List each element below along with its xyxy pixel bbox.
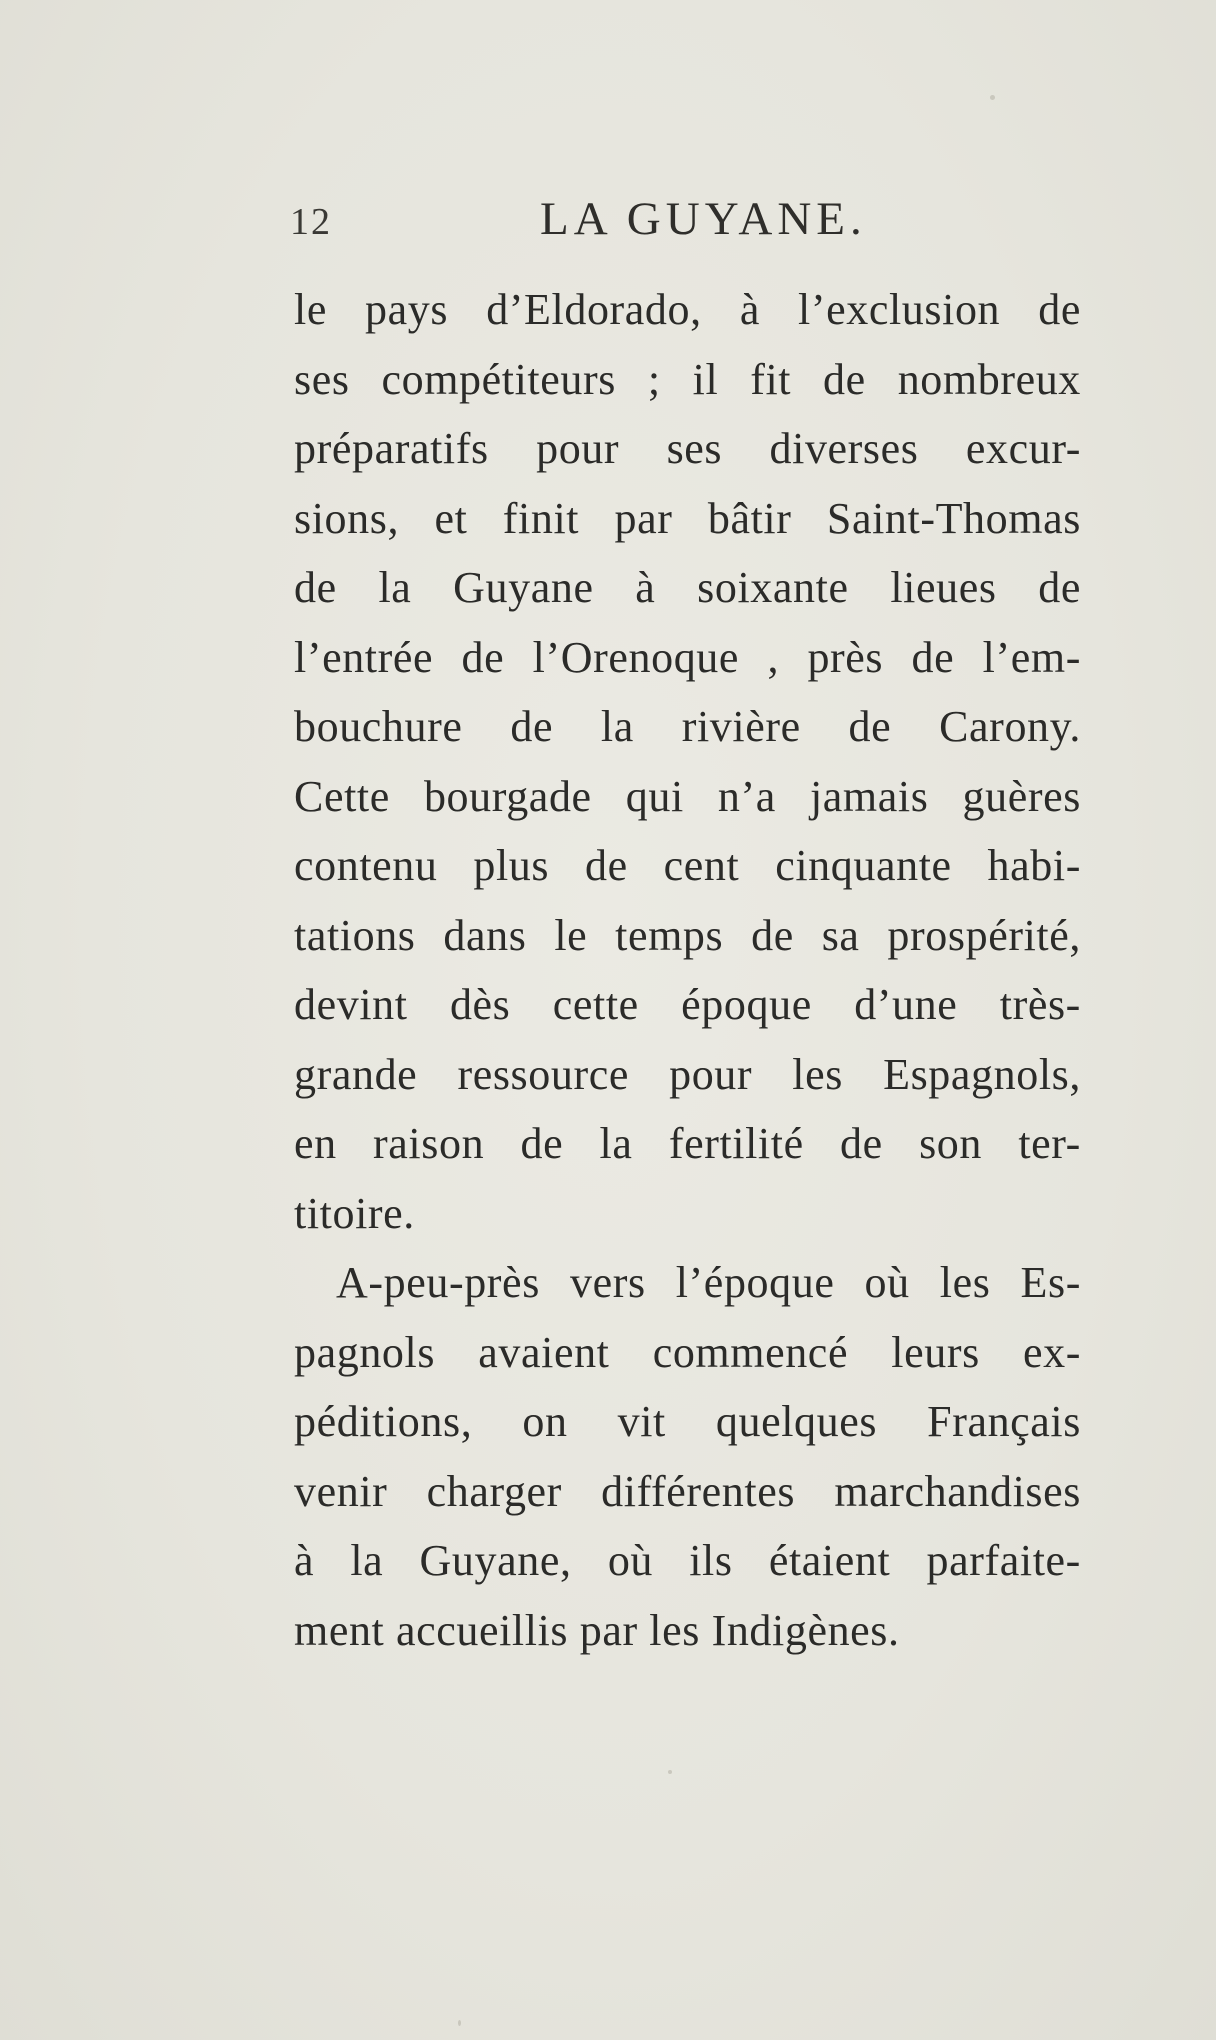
text-line: préparatifs pour ses diverses excur- <box>294 424 1081 473</box>
text-line: sions, et finit par bâtir Saint-Thomas <box>294 493 1081 543</box>
text-line: A-peu-près vers l’époque où les Es- <box>336 1258 1081 1307</box>
text-line: devint dès cette époque d’une très- <box>294 980 1081 1029</box>
text-line: venir charger différentes marchandises <box>294 1466 1081 1516</box>
paper-blemish <box>668 1770 672 1774</box>
text-line: Cette bourgade qui n’a jamais guères <box>294 771 1081 821</box>
paper-blemish <box>458 2020 461 2026</box>
running-header <box>290 192 1090 262</box>
text-line: bouchure de la rivière de Carony. <box>294 702 1081 751</box>
text-line: grande ressource pour les Espagnols, <box>294 1049 1081 1099</box>
text-line: en raison de la fertilité de son ter- <box>294 1119 1081 1168</box>
body-text <box>294 275 1081 1665</box>
text-line: ses compétiteurs ; il fit de nombreux <box>294 354 1081 404</box>
text-line: tations dans le temps de sa prospérité, <box>294 910 1081 960</box>
text-line: pagnols avaient commencé leurs ex- <box>294 1327 1081 1377</box>
text-line: le pays d’Eldorado, à l’exclusion de <box>294 285 1081 334</box>
text-line: péditions, on vit quelques Français <box>294 1397 1081 1446</box>
text-line: titoire. <box>294 1188 415 1238</box>
text-line: à la Guyane, où ils étaient parfaite- <box>294 1536 1081 1585</box>
paper-blemish <box>990 95 995 100</box>
text-line: contenu plus de cent cinquante habi- <box>294 841 1081 890</box>
text-line: ment accueillis par les Indigènes. <box>294 1605 900 1655</box>
text-line: l’entrée de l’Orenoque , près de l’em- <box>294 632 1081 682</box>
text-line: de la Guyane à soixante lieues de <box>294 563 1081 612</box>
page-number: 12 <box>290 201 332 243</box>
running-title: LA GUYANE. <box>540 193 867 245</box>
